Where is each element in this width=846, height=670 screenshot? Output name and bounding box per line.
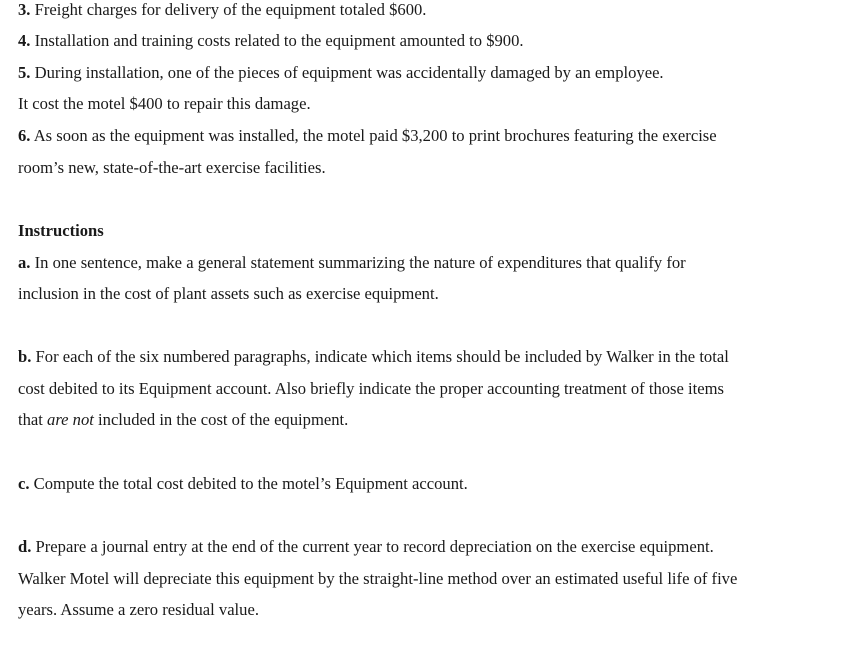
instruction-text: Prepare a journal entry at the end of the current year to record depreciation on the exercise equipment. [35, 537, 714, 556]
instruction-text: Walker Motel will depreciate this equipment by the straight-line method over an estimated useful life of five [18, 569, 738, 588]
item-text: As soon as the equipment was installed, the motel paid $3,200 to print brochures featuring the exercise [33, 126, 717, 145]
instruction-b [18, 347, 729, 367]
instruction-text-post: included in the cost of the equipment. [93, 410, 349, 429]
instruction-text: cost debited to its Equipment account. Also briefly indicate the proper accounting treatment of those items [18, 379, 724, 398]
item-number: 4. [18, 31, 31, 50]
item-6-continuation [18, 158, 326, 178]
item-6 [18, 126, 717, 146]
instruction-text: inclusion in the cost of plant assets such as exercise equipment. [18, 284, 439, 303]
instruction-d-continuation-1 [18, 569, 737, 589]
item-number: 3. [18, 0, 31, 19]
item-text: During installation, one of the pieces of equipment was accidentally damaged by an employee. [34, 63, 664, 82]
instruction-label: c. [18, 474, 30, 493]
instruction-label: a. [18, 253, 31, 272]
instruction-label: d. [18, 537, 32, 556]
instruction-text-pre: that [18, 410, 48, 429]
instruction-text: years. Assume a zero residual value. [18, 600, 259, 619]
instruction-text: In one sentence, make a general statement summarizing the nature of expenditures that qualify for [34, 253, 686, 272]
item-number: 6. [18, 126, 31, 145]
item-text: Installation and training costs related to the equipment amounted to $900. [34, 31, 524, 50]
instruction-a-continuation [18, 284, 439, 304]
instructions-heading: Instructions [18, 221, 104, 240]
instruction-a [18, 253, 686, 273]
item-text: It cost the motel $400 to repair this damage. [18, 94, 311, 113]
item-text: Freight charges for delivery of the equipment totaled $600. [34, 0, 427, 19]
instruction-text: Compute the total cost debited to the motel’s Equipment account. [33, 474, 468, 493]
item-3 [18, 0, 426, 20]
instruction-text-emphasis: are not [47, 410, 94, 429]
instruction-text: For each of the six numbered paragraphs, indicate which items should be included by Walker in the total [35, 347, 729, 366]
instruction-b-continuation-2 [18, 410, 348, 430]
item-5-continuation [18, 94, 311, 114]
item-4 [18, 31, 524, 51]
instruction-d [18, 537, 714, 557]
instruction-c [18, 474, 468, 494]
item-number: 5. [18, 63, 31, 82]
instruction-d-continuation-2 [18, 600, 259, 620]
instruction-label: b. [18, 347, 32, 366]
item-5 [18, 63, 664, 83]
instruction-b-continuation-1 [18, 379, 724, 399]
item-text: room’s new, state-of-the-art exercise facilities. [18, 158, 326, 177]
